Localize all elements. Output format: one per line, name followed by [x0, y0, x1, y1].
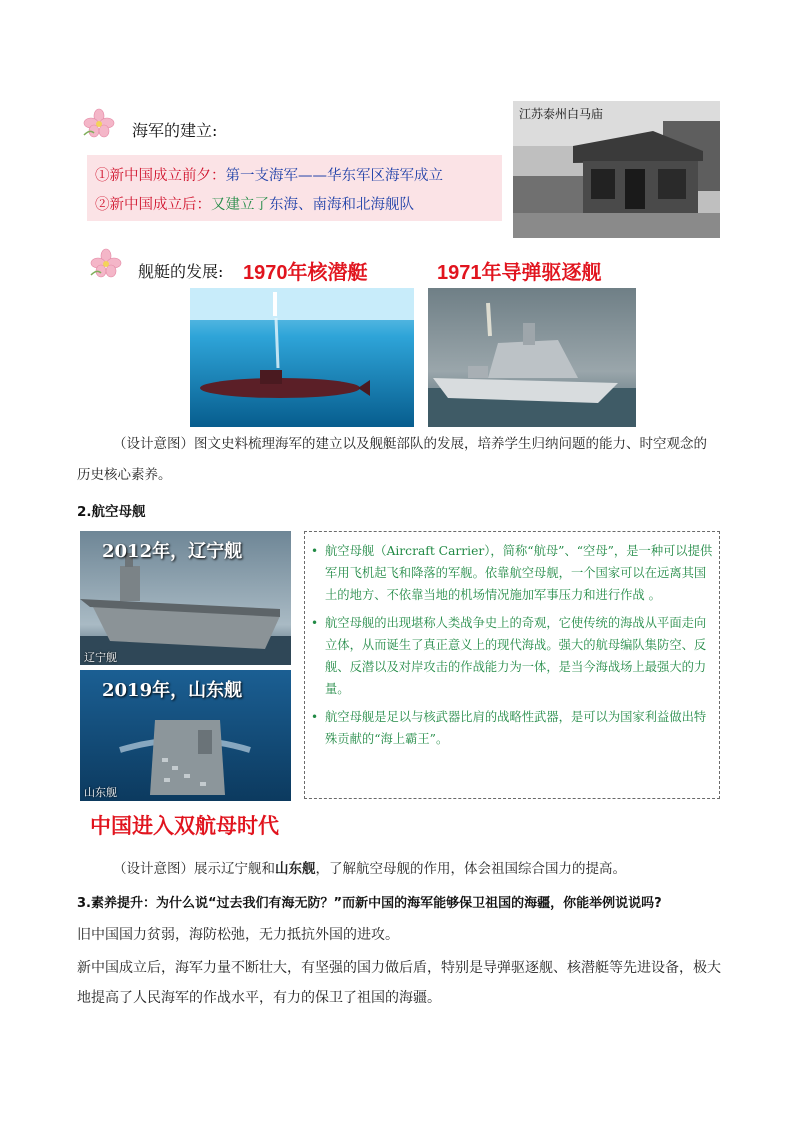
liaoning-caption: 2012年，辽宁舰 [102, 541, 243, 562]
shandong-photo [80, 670, 291, 801]
destroyer-illustration [428, 288, 636, 427]
carrier-info-list [305, 532, 719, 750]
bullet-icon: • [311, 616, 319, 630]
flower-icon [80, 107, 118, 139]
liaoning-label: 辽宁舰 [84, 651, 117, 664]
design-intent-2: （设计意图）展示辽宁舰和山东舰，了解航空母舰的作用，体会祖国综合国力的提高。 [113, 861, 626, 877]
ship-dev-heading: 舰艇的发展: [138, 262, 224, 281]
submarine-photo [190, 288, 414, 427]
carrier-info-item: • 航空母舰的出现堪称人类战争史上的奇观，它使传统的海战从平面走向立体，从而诞生了真正意义上的现代海战。强大的航母编队集防空、反舰、反潜以及对岸攻击的作战能力为一体，是当今海战场上最强大的力量。 [307, 612, 713, 700]
carrier-info-item: • 航空母舰是足以与核武器比肩的战略性武器，是可以为国家利益做出特殊贡献的“海上霸王”。 [307, 706, 713, 750]
submarine-year-label: 1970年核潜艇 [243, 262, 368, 284]
navy-founding-heading: 海军的建立: [132, 121, 218, 140]
q3-question: 3.素养提升：为什么说“过去我们有海无防？”而新中国的海军能够保卫祖国的海疆，你能举例说说吗? [77, 896, 662, 911]
shandong-caption: 2019年，山东舰 [102, 680, 243, 701]
bullet-icon: • [311, 710, 319, 724]
destroyer-year-label: 1971年导弹驱逐舰 [437, 262, 602, 284]
design-intent-1-line2: 历史核心素养。 [77, 467, 172, 483]
carrier-heading: 2.航空母舰 [77, 504, 146, 520]
destroyer-photo [428, 288, 636, 427]
baima-temple-photo [513, 101, 720, 238]
founding-line-2: ②新中国成立后：又建立了东海、南海和北海舰队 [95, 197, 414, 213]
navy-founding-box [87, 155, 502, 221]
flower-icon [87, 247, 125, 279]
shandong-label: 山东舰 [84, 786, 117, 799]
q3-answer-1: 旧中国国力贫弱，海防松弛，无力抵抗外国的进攻。 [77, 927, 399, 943]
bullet-icon: • [311, 544, 319, 558]
design-intent-1-line1: （设计意图）图文史料梳理海军的建立以及舰艇部队的发展，培养学生归纳问题的能力、时空观念的 [113, 436, 707, 452]
q3-answer-2: 新中国成立后，海军力量不断壮大，有坚强的国力做后盾，特别是导弹驱逐舰、核潜艇等先进设备，极大地提高了人民海军的作战水平，有力的保卫了祖国的海疆。 [77, 960, 721, 1006]
dual-carrier-slogan: 中国进入双航母时代 [90, 813, 279, 838]
baima-temple-caption: 江苏泰州白马庙 [519, 107, 604, 121]
submarine-illustration [190, 288, 414, 427]
founding-line-1: ①新中国成立前夕：第一支海军——华东军区海军成立 [95, 168, 443, 184]
carrier-info-box [304, 531, 720, 799]
liaoning-photo [80, 531, 291, 665]
carrier-info-item: • 航空母舰（Aircraft Carrier），简称“航母”、“空母”，是一种可以提供军用飞机起飞和降落的军舰。依靠航空母舰，一个国家可以在远离其国土的地方、不依靠当地的机场情况施加军事压力和进行作战 。 [307, 540, 713, 606]
